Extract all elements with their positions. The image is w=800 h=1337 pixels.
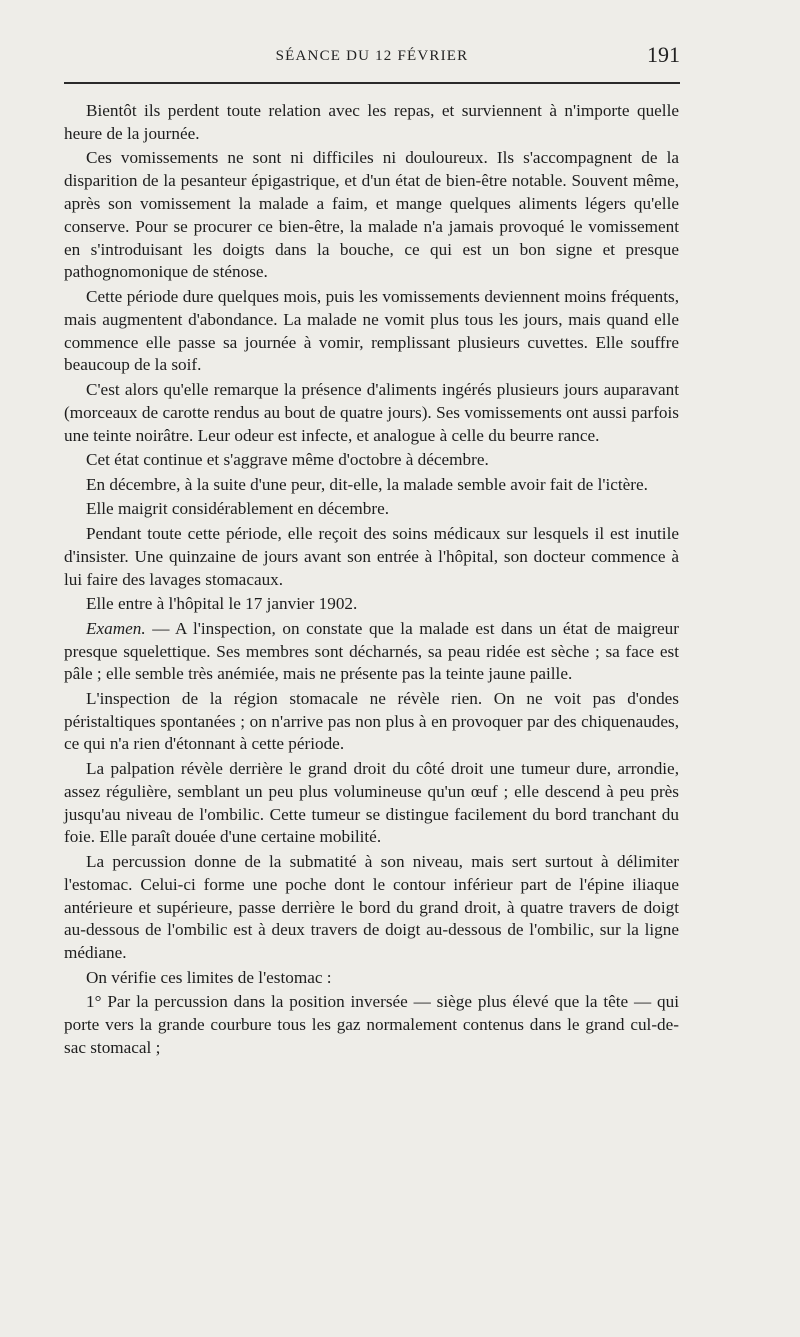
paragraph: Examen. — A l'inspection, on constate que la malade est dans un état de maigreur presque squelettique. Ses membres sont décharnés, sa peau ridée est sèche ; sa face est pâle ; elle semble très anémiée, mais ne présente pas la teinte jaune paille. <box>64 618 679 684</box>
header-rule <box>64 82 680 84</box>
paragraph: Ces vomissements ne sont ni difficiles ni douloureux. Ils s'accompagnent de la disparition de la pesanteur épigastrique, et d'un état de bien-être notable. Souvent même, après son vomissement la malade a faim, et mange quelques aliments légers qu'elle conserve. Pour se procurer ce bien-être, la malade n'a jamais provoqué le vomissement en s'introduisant les doigts dans la bouche, ce qui est un bon signe et presque pathognomonique de sténose. <box>64 148 679 282</box>
paragraph: Elle maigrit considérablement en décembre. <box>86 499 390 519</box>
running-header <box>64 40 680 72</box>
paragraph: La palpation révèle derrière le grand droit du côté droit une tumeur dure, arrondie, assez régulière, semblant un peu plus volumineuse qu'un œuf ; elle descend à peu près jusqu'au niveau de l'ombilic. Cette tumeur se distingue facilement du bord tranchant du foie. Elle paraît douée d'une certaine mobilité. <box>64 759 679 847</box>
paragraph: 1° Par la percussion dans la position inversée — siège plus élevé que la tête — qui porte vers la grande courbure tous les gaz normalement contenus dans le grand cul-de-sac stomacal ; <box>64 992 679 1058</box>
paragraph: Elle entre à l'hôpital le 17 janvier 1902. <box>86 594 358 614</box>
running-title: SÉANCE DU 12 FÉVRIER <box>275 48 469 64</box>
paragraph: L'inspection de la région stomacale ne révèle rien. On ne voit pas d'ondes péristaltiques spontanées ; on n'arrive pas non plus à en provoquer par des chiquenaudes, ce qui n'a rien d'étonnant à cette période. <box>64 688 679 754</box>
paragraph: Bientôt ils perdent toute relation avec les repas, et surviennent à n'importe quelle heure de la journée. <box>64 101 679 143</box>
paragraph: En décembre, à la suite d'une peur, dit-elle, la malade semble avoir fait de l'ictère. <box>86 474 648 494</box>
page-number: 191 <box>647 42 680 67</box>
paragraph: On vérifie ces limites de l'estomac : <box>86 967 332 987</box>
body-text <box>64 100 679 1060</box>
paragraph: Pendant toute cette période, elle reçoit des soins médicaux sur lesquels il est inutile d'insister. Une quinzaine de jours avant son entrée à l'hôpital, son docteur commence à lui faire des lavages stomacaux. <box>64 523 679 589</box>
paragraph: La percussion donne de la submatité à son niveau, mais sert surtout à délimiter l'estomac. Celui-ci forme une poche dont le contour inférieur part de l'épine iliaque antérieure et supérieure, passe derrière le bord du grand droit, à quatre travers de doigt au-dessous de l'ombilic est à deux travers de doigt au-dessous de l'ombilic, sur la ligne médiane. <box>64 852 679 963</box>
paragraph: Cette période dure quelques mois, puis les vomissements deviennent moins fréquents, mais augmentent d'abondance. La malade ne vomit plus tous les jours, mais quand elle commence elle passe sa journée à vomir, remplissant plusieurs cuvettes. Elle souffre beaucoup de la soif. <box>64 286 679 375</box>
paragraph: C'est alors qu'elle remarque la présence d'aliments ingérés plusieurs jours auparavant (morceaux de carotte rendus au bout de quatre jours). Ses vomissements ont aussi parfois une teinte noirâtre. Leur odeur est infecte, et analogue à celle du beurre rance. <box>64 379 679 445</box>
paragraph: Cet état continue et s'aggrave même d'octobre à décembre. <box>86 450 489 470</box>
section-lead: Examen. <box>86 618 146 638</box>
